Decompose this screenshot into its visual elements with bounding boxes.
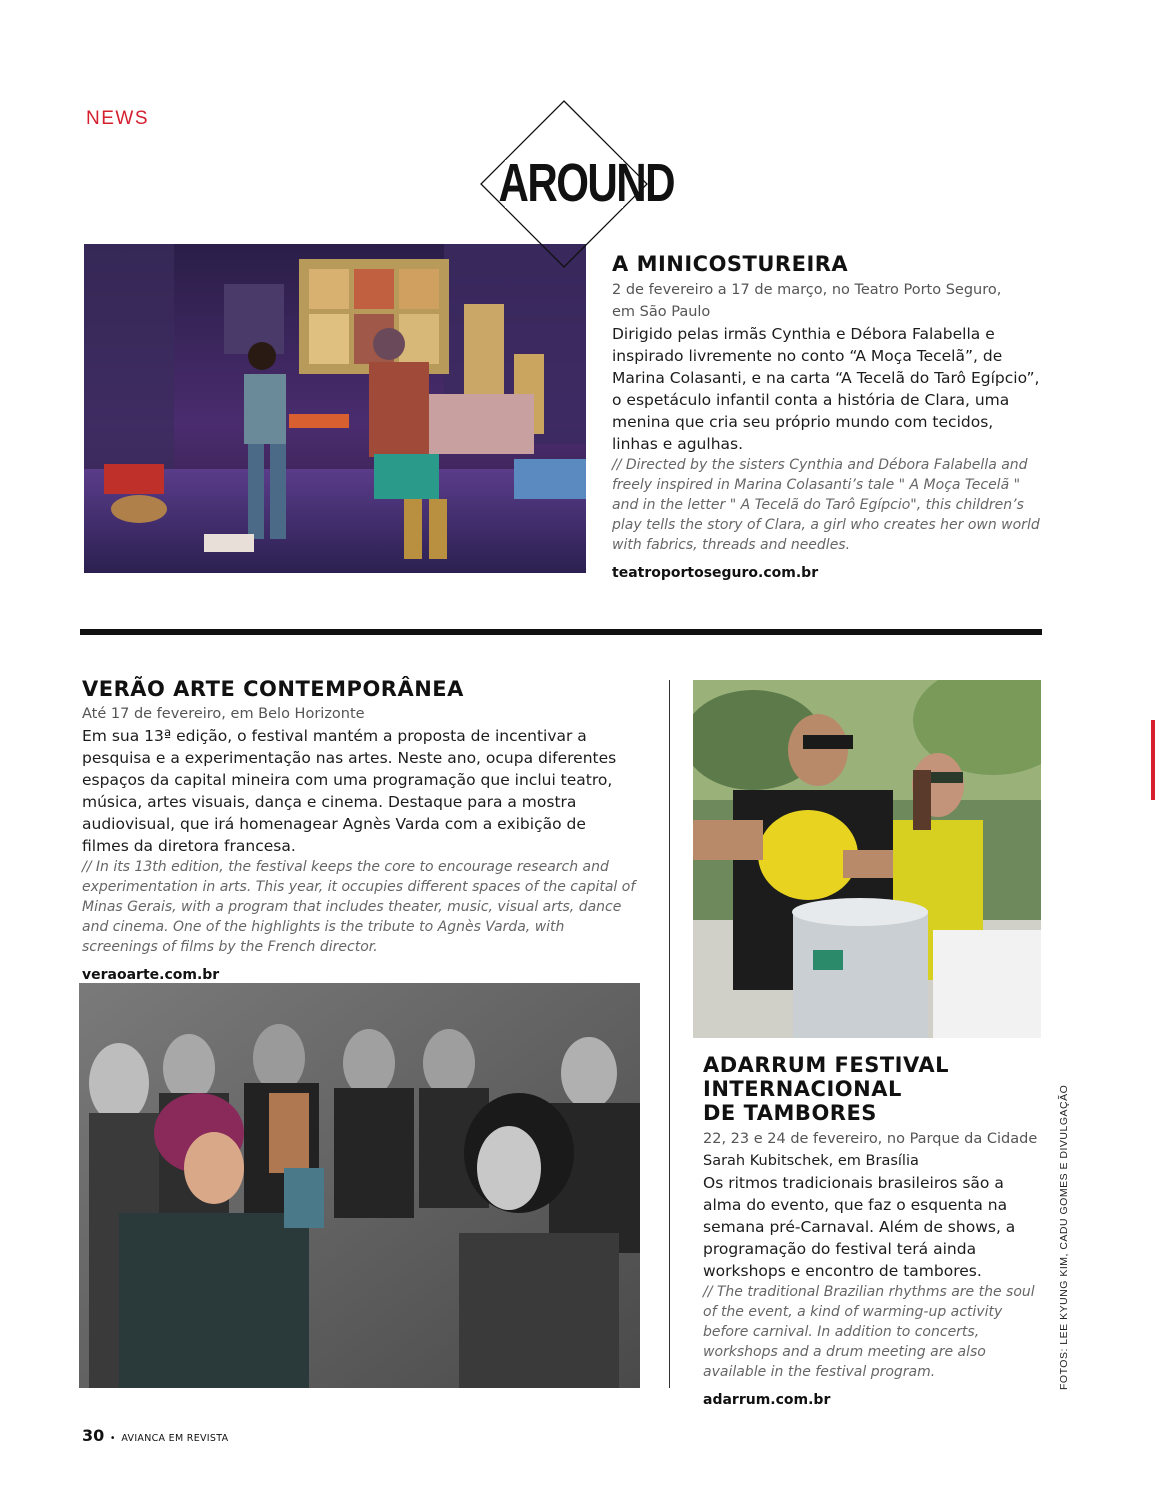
- article-link[interactable]: veraoarte.com.br: [82, 967, 220, 983]
- drummers-photo: [693, 680, 1041, 1038]
- magazine-name: AVIANCA EM REVISTA: [121, 1433, 229, 1444]
- meta-line: Até 17 de fevereiro, em Belo Horizonte: [82, 706, 365, 722]
- article-link[interactable]: adarrum.com.br: [703, 1392, 831, 1408]
- theater-play-photo: [84, 244, 586, 573]
- article-meta: [82, 703, 637, 725]
- section-divider: [80, 629, 1042, 635]
- article-english: // In its 13th edition, the festival keeps the core to encourage research and experimentation in arts. This year, it occupies different spaces of the capital of Minas Gerais, with a program that includes theater, music, visual arts, dance and cinema. One of the highlights is the tribute to Agnès Varda, with screenings of films by the French director.: [82, 859, 636, 955]
- photo-credit: FOTOS: LEE KYUNG KIM, CADU GOMES E DIVULGAÇÃO: [1058, 1084, 1070, 1390]
- meta-line: 22, 23 e 24 de fevereiro, no Parque da Cidade: [703, 1131, 1038, 1147]
- meta-line: 2 de fevereiro a 17 de março, no Teatro Porto Seguro,: [612, 282, 1002, 298]
- page-edge-tab: [1151, 720, 1155, 800]
- page-footer: [82, 1426, 228, 1445]
- article-title: VERÃO ARTE CONTEMPORÂNEA: [82, 677, 464, 701]
- title-line: ADARRUM FESTIVAL: [703, 1053, 949, 1077]
- article-link[interactable]: teatroportoseguro.com.br: [612, 565, 819, 581]
- article-english: // The traditional Brazilian rhythms are the soul of the event, a kind of warming-up activity before carnival. In addition to concerts, workshops and a drum meeting are also available in the festival program.: [703, 1284, 1035, 1380]
- article-meta: [612, 279, 1040, 323]
- page-number: 30: [82, 1426, 105, 1445]
- article-title: A MINICOSTUREIRA: [612, 252, 849, 276]
- article-meta: [703, 1128, 1039, 1172]
- article-body: Os ritmos tradicionais brasileiros são a alma do evento, que faz o esquenta na semana pré-Carnaval. Além de shows, a programação do festival terá ainda workshops e encontro de tambores.: [703, 1174, 1016, 1280]
- article-adarrum: [703, 1053, 1039, 1408]
- agnes-varda-photo: [79, 983, 640, 1388]
- section-label: NEWS: [86, 108, 149, 129]
- article-verao-arte: [82, 675, 637, 983]
- meta-line: em São Paulo: [612, 304, 711, 320]
- meta-line: Sarah Kubitschek, em Brasília: [703, 1153, 919, 1169]
- article-english: // Directed by the sisters Cynthia and Débora Falabella and freely inspired in Marina Colasanti’s tale " A Moça Tecelã " and in the letter " A Tecelã do Tarô Egípcio", this children’s play tells the story of Clara, a girl who creates her own world with fabrics, threads and needles.: [612, 457, 1040, 553]
- title-line: DE TAMBORES: [703, 1101, 877, 1125]
- article-title: [703, 1053, 1039, 1125]
- around-logo: AROUND: [498, 153, 674, 213]
- article-minicostureira: [612, 250, 1040, 581]
- article-body: Em sua 13ª edição, o festival mantém a proposta de incentivar a pesquisa e a experimentação nas artes. Neste ano, ocupa diferentes espaços da capital mineira com uma programação que inclui teatro, música, artes visuais, dança e cinema. Destaque para a mostra audiovisual, que irá homenagear Agnès Varda com a exibição de filmes da diretora francesa.: [82, 727, 617, 855]
- title-line: INTERNACIONAL: [703, 1077, 902, 1101]
- article-body: Dirigido pelas irmãs Cynthia e Débora Falabella e inspirado livremente no conto “A Moça Tecelã”, de Marina Colasanti, e na carta “A Tecelã do Tarô Egípcio”, o espetáculo infantil conta a história de Clara, uma menina que cria seu próprio mundo com tecidos, linhas e agulhas.: [612, 325, 1040, 453]
- footer-separator: •: [109, 1433, 116, 1444]
- column-divider: [669, 680, 670, 1388]
